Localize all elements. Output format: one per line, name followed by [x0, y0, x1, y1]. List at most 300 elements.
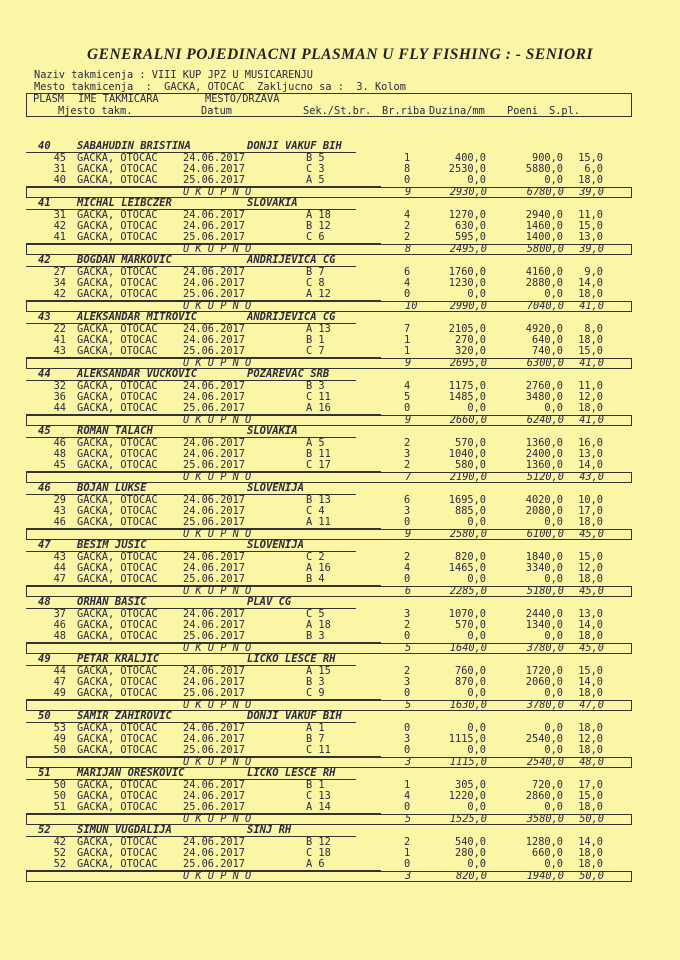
row-placement: 41 — [53, 334, 66, 346]
row-place: GACKA, OTOCAC — [77, 608, 158, 620]
row-spl: 13,0 — [578, 448, 603, 460]
row-length: 0,0 — [467, 858, 486, 870]
row-points: 660,0 — [532, 847, 563, 859]
row-spl: 14,0 — [578, 277, 603, 289]
row-sector: B 11 — [306, 448, 331, 460]
competitor-section — [26, 653, 632, 711]
competitor-section — [26, 767, 632, 825]
row-spl: 17,0 — [578, 505, 603, 517]
row-date: 24.06.2017 — [183, 608, 245, 620]
row-date: 24.06.2017 — [183, 334, 245, 346]
row-length: 0,0 — [467, 402, 486, 414]
row-sector: A 5 — [306, 437, 325, 449]
row-length: 0,0 — [467, 722, 486, 734]
competitor-country: ANDRIJEVICA CG — [247, 254, 336, 266]
row-fish: 1 — [404, 345, 411, 357]
row-date: 25.06.2017 — [183, 459, 245, 471]
competitor-rank: 46 — [38, 482, 51, 494]
row-points: 2860,0 — [525, 790, 563, 802]
row-spl: 14,0 — [578, 459, 603, 471]
row-date: 25.06.2017 — [183, 744, 245, 756]
row-length: 0,0 — [467, 516, 486, 528]
header-country: MESTO/DRZAVA — [205, 93, 280, 105]
row-placement: 40 — [53, 174, 66, 186]
row-length: 595,0 — [455, 231, 486, 243]
row-length: 305,0 — [455, 779, 486, 791]
row-place: GACKA, OTOCAC — [77, 562, 158, 574]
total-points: 5800,0 — [526, 243, 564, 255]
row-length: 580,0 — [455, 459, 486, 471]
competitor-country: SLOVAKIA — [247, 197, 298, 209]
row-date: 24.06.2017 — [183, 323, 245, 335]
row-spl: 18,0 — [578, 630, 603, 642]
row-points: 0,0 — [544, 573, 563, 585]
row-date: 25.06.2017 — [183, 630, 245, 642]
row-spl: 15,0 — [578, 665, 603, 677]
row-place: GACKA, OTOCAC — [77, 345, 158, 357]
row-sector: C 8 — [306, 277, 325, 289]
result-row — [26, 859, 632, 870]
row-spl: 9,0 — [584, 266, 603, 278]
row-place: GACKA, OTOCAC — [77, 505, 158, 517]
row-points: 4920,0 — [525, 323, 563, 335]
row-date: 24.06.2017 — [183, 847, 245, 859]
row-spl: 15,0 — [578, 345, 603, 357]
total-points: 5120,0 — [526, 471, 564, 483]
row-sector: B 7 — [306, 266, 325, 278]
row-length: 630,0 — [455, 220, 486, 232]
row-sector: A 14 — [306, 801, 331, 813]
row-length: 570,0 — [455, 619, 486, 631]
row-place: GACKA, OTOCAC — [77, 687, 158, 699]
row-sector: A 11 — [306, 516, 331, 528]
row-length: 2105,0 — [448, 323, 486, 335]
competitor-name: ALEKSANDAR VUCKOVIC — [77, 368, 198, 380]
row-sector: B 3 — [306, 630, 325, 642]
row-placement: 50 — [53, 790, 66, 802]
competitor-country: DONJI VAKUF BIH — [247, 140, 342, 152]
row-fish: 3 — [404, 505, 411, 517]
row-placement: 49 — [53, 733, 66, 745]
row-placement: 49 — [53, 687, 66, 699]
header-plasm: PLASM — [33, 93, 64, 105]
total-fish: 9 — [405, 528, 412, 540]
total-label: U K U P N O — [183, 243, 252, 255]
row-points: 740,0 — [532, 345, 563, 357]
row-fish: 1 — [404, 334, 411, 346]
row-sector: B 4 — [306, 573, 325, 585]
row-fish: 0 — [404, 573, 411, 585]
row-fish: 2 — [404, 231, 411, 243]
header-points: Poeni — [507, 105, 538, 117]
competitor-rank: 47 — [38, 539, 51, 551]
row-fish: 2 — [404, 459, 411, 471]
row-length: 1270,0 — [448, 209, 486, 221]
row-placement: 42 — [53, 220, 66, 232]
total-spl: 45,0 — [579, 528, 604, 540]
row-points: 720,0 — [532, 779, 563, 791]
row-spl: 11,0 — [578, 380, 603, 392]
row-sector: C 6 — [306, 231, 325, 243]
row-points: 2060,0 — [525, 676, 563, 688]
competitor-country: DONJI VAKUF BIH — [247, 710, 342, 722]
total-points: 6780,0 — [526, 186, 564, 198]
total-points: 6240,0 — [526, 414, 564, 426]
row-spl: 18,0 — [578, 402, 603, 414]
row-length: 820,0 — [455, 551, 486, 563]
row-length: 570,0 — [455, 437, 486, 449]
row-date: 25.06.2017 — [183, 402, 245, 414]
row-spl: 18,0 — [578, 687, 603, 699]
row-place: GACKA, OTOCAC — [77, 551, 158, 563]
total-points: 3780,0 — [526, 642, 564, 654]
competitor-country: PLAV CG — [247, 596, 292, 608]
row-place: GACKA, OTOCAC — [77, 266, 158, 278]
row-sector: A 6 — [306, 858, 325, 870]
row-place: GACKA, OTOCAC — [77, 836, 158, 848]
row-points: 3340,0 — [525, 562, 563, 574]
total-length: 1115,0 — [449, 756, 487, 768]
row-fish: 2 — [404, 220, 411, 232]
row-points: 1360,0 — [525, 459, 563, 471]
row-sector: B 3 — [306, 380, 325, 392]
row-fish: 1 — [404, 152, 411, 164]
row-placement: 47 — [53, 573, 66, 585]
row-date: 24.06.2017 — [183, 733, 245, 745]
row-date: 25.06.2017 — [183, 231, 245, 243]
competitor-country: SLOVENIJA — [247, 539, 304, 551]
row-sector: C 2 — [306, 551, 325, 563]
row-placement: 52 — [53, 847, 66, 859]
row-place: GACKA, OTOCAC — [77, 323, 158, 335]
row-sector: B 5 — [306, 152, 325, 164]
row-sector: B 12 — [306, 220, 331, 232]
row-placement: 43 — [53, 551, 66, 563]
total-spl: 39,0 — [579, 243, 604, 255]
header-date: Datum — [201, 105, 232, 117]
row-sector: C 13 — [306, 790, 331, 802]
row-sector: C 7 — [306, 345, 325, 357]
row-place: GACKA, OTOCAC — [77, 733, 158, 745]
row-date: 24.06.2017 — [183, 152, 245, 164]
row-length: 0,0 — [467, 288, 486, 300]
row-date: 25.06.2017 — [183, 573, 245, 585]
row-points: 4160,0 — [525, 266, 563, 278]
row-points: 0,0 — [544, 687, 563, 699]
competitor-country: SINJ RH — [247, 824, 292, 836]
row-spl: 18,0 — [578, 847, 603, 859]
row-placement: 42 — [53, 288, 66, 300]
result-row — [26, 631, 632, 642]
row-place: GACKA, OTOCAC — [77, 231, 158, 243]
row-sector: C 9 — [306, 687, 325, 699]
row-place: GACKA, OTOCAC — [77, 437, 158, 449]
row-placement: 52 — [53, 858, 66, 870]
total-label: U K U P N O — [183, 756, 252, 768]
row-spl: 18,0 — [578, 801, 603, 813]
row-spl: 15,0 — [578, 152, 603, 164]
row-length: 1175,0 — [448, 380, 486, 392]
total-spl: 41,0 — [579, 414, 604, 426]
row-placement: 41 — [53, 231, 66, 243]
competitor-section — [26, 596, 632, 654]
row-spl: 18,0 — [578, 288, 603, 300]
row-fish: 3 — [404, 676, 411, 688]
row-fish: 0 — [404, 687, 411, 699]
row-spl: 16,0 — [578, 437, 603, 449]
row-placement: 37 — [53, 608, 66, 620]
result-row — [26, 460, 632, 471]
total-length: 2990,0 — [449, 300, 487, 312]
row-placement: 43 — [53, 505, 66, 517]
competitor-rank: 41 — [38, 197, 51, 209]
header-place: Mjesto takm. — [58, 105, 133, 117]
row-fish: 0 — [404, 174, 411, 186]
row-points: 2400,0 — [525, 448, 563, 460]
row-placement: 43 — [53, 345, 66, 357]
competitor-section — [26, 254, 632, 312]
row-fish: 2 — [404, 551, 411, 563]
row-fish: 0 — [404, 744, 411, 756]
row-sector: A 13 — [306, 323, 331, 335]
row-fish: 0 — [404, 630, 411, 642]
row-spl: 15,0 — [578, 790, 603, 802]
row-points: 0,0 — [544, 288, 563, 300]
row-fish: 6 — [404, 494, 411, 506]
document-title: GENERALNI POJEDINACNI PLASMAN U FLY FISHING : - SENIORI — [86, 46, 594, 63]
row-length: 1070,0 — [448, 608, 486, 620]
total-length: 820,0 — [456, 870, 487, 882]
row-points: 0,0 — [544, 402, 563, 414]
competitor-country: ANDRIJEVICA CG — [247, 311, 336, 323]
total-row — [26, 871, 632, 882]
row-date: 24.06.2017 — [183, 665, 245, 677]
row-date: 24.06.2017 — [183, 494, 245, 506]
row-date: 24.06.2017 — [183, 779, 245, 791]
total-spl: 41,0 — [579, 357, 604, 369]
total-label: U K U P N O — [183, 414, 252, 426]
row-place: GACKA, OTOCAC — [77, 630, 158, 642]
row-sector: C 3 — [306, 163, 325, 175]
total-label: U K U P N O — [183, 186, 252, 198]
row-sector: B 1 — [306, 779, 325, 791]
row-date: 24.06.2017 — [183, 790, 245, 802]
row-fish: 4 — [404, 209, 411, 221]
total-length: 2285,0 — [449, 585, 487, 597]
total-label: U K U P N O — [183, 813, 252, 825]
total-label: U K U P N O — [183, 870, 252, 882]
row-spl: 10,0 — [578, 494, 603, 506]
row-date: 25.06.2017 — [183, 801, 245, 813]
total-spl: 50,0 — [579, 870, 604, 882]
total-length: 2190,0 — [449, 471, 487, 483]
competitor-rank: 50 — [38, 710, 51, 722]
row-sector: A 16 — [306, 562, 331, 574]
row-fish: 0 — [404, 288, 411, 300]
competitor-country: LICKO LESCE RH — [247, 653, 336, 665]
row-length: 540,0 — [455, 836, 486, 848]
total-fish: 3 — [405, 870, 412, 882]
row-spl: 12,0 — [578, 733, 603, 745]
row-length: 1115,0 — [448, 733, 486, 745]
total-spl: 39,0 — [579, 186, 604, 198]
total-points: 1940,0 — [526, 870, 564, 882]
competitor-section — [26, 710, 632, 768]
row-sector: C 18 — [306, 847, 331, 859]
row-date: 24.06.2017 — [183, 676, 245, 688]
row-points: 1400,0 — [525, 231, 563, 243]
row-sector: A 18 — [306, 209, 331, 221]
result-row — [26, 574, 632, 585]
row-date: 24.06.2017 — [183, 163, 245, 175]
row-fish: 3 — [404, 733, 411, 745]
total-fish: 9 — [405, 186, 412, 198]
result-row — [26, 802, 632, 813]
row-length: 0,0 — [467, 630, 486, 642]
row-date: 25.06.2017 — [183, 858, 245, 870]
row-placement: 53 — [53, 722, 66, 734]
row-place: GACKA, OTOCAC — [77, 220, 158, 232]
row-length: 885,0 — [455, 505, 486, 517]
row-spl: 17,0 — [578, 779, 603, 791]
total-fish: 8 — [405, 243, 412, 255]
competitor-rank: 49 — [38, 653, 51, 665]
competitor-name: SAMIR ZAHIROVIC — [77, 710, 172, 722]
row-placement: 50 — [53, 744, 66, 756]
competitor-country: SLOVAKIA — [247, 425, 298, 437]
competition-place: Mesto takmicenja : GACKA, OTOCAC Zakljucno sa : 3. Kolom — [34, 81, 406, 93]
row-date: 24.06.2017 — [183, 722, 245, 734]
row-placement: 44 — [53, 562, 66, 574]
row-placement: 45 — [53, 152, 66, 164]
result-row — [26, 517, 632, 528]
row-points: 900,0 — [532, 152, 563, 164]
row-spl: 15,0 — [578, 220, 603, 232]
total-points: 3780,0 — [526, 699, 564, 711]
row-sector: C 11 — [306, 744, 331, 756]
row-placement: 31 — [53, 209, 66, 221]
total-length: 2660,0 — [449, 414, 487, 426]
row-points: 1340,0 — [525, 619, 563, 631]
row-fish: 4 — [404, 790, 411, 802]
row-place: GACKA, OTOCAC — [77, 209, 158, 221]
competitor-rank: 45 — [38, 425, 51, 437]
result-row — [26, 346, 632, 357]
total-spl: 45,0 — [579, 642, 604, 654]
total-length: 1525,0 — [449, 813, 487, 825]
row-sector: B 1 — [306, 334, 325, 346]
competitor-rank: 44 — [38, 368, 51, 380]
row-sector: A 18 — [306, 619, 331, 631]
competitor-section — [26, 824, 632, 882]
competitor-rank: 40 — [38, 140, 51, 152]
row-points: 0,0 — [544, 722, 563, 734]
row-place: GACKA, OTOCAC — [77, 459, 158, 471]
row-points: 1460,0 — [525, 220, 563, 232]
row-date: 24.06.2017 — [183, 391, 245, 403]
competitor-rank: 43 — [38, 311, 51, 323]
row-length: 0,0 — [467, 801, 486, 813]
row-place: GACKA, OTOCAC — [77, 494, 158, 506]
row-spl: 14,0 — [578, 619, 603, 631]
total-spl: 41,0 — [579, 300, 604, 312]
row-placement: 22 — [53, 323, 66, 335]
row-points: 640,0 — [532, 334, 563, 346]
total-label: U K U P N O — [183, 300, 252, 312]
result-row — [26, 688, 632, 699]
competitor-name: ALEKSANDAR MITROVIC — [77, 311, 198, 323]
competitor-name: BOGDAN MARKOVIC — [77, 254, 172, 266]
row-date: 24.06.2017 — [183, 562, 245, 574]
competitor-section — [26, 311, 632, 369]
row-spl: 8,0 — [584, 323, 603, 335]
row-length: 280,0 — [455, 847, 486, 859]
competitor-name: BOJAN LUKSE — [77, 482, 147, 494]
total-fish: 10 — [405, 300, 418, 312]
row-points: 1360,0 — [525, 437, 563, 449]
row-placement: 44 — [53, 665, 66, 677]
total-length: 1640,0 — [449, 642, 487, 654]
total-points: 6300,0 — [526, 357, 564, 369]
row-points: 1720,0 — [525, 665, 563, 677]
row-points: 0,0 — [544, 174, 563, 186]
row-spl: 14,0 — [578, 676, 603, 688]
total-points: 7040,0 — [526, 300, 564, 312]
total-label: U K U P N O — [183, 642, 252, 654]
row-fish: 2 — [404, 836, 411, 848]
competitor-rank: 51 — [38, 767, 51, 779]
row-length: 1760,0 — [448, 266, 486, 278]
row-spl: 18,0 — [578, 744, 603, 756]
row-place: GACKA, OTOCAC — [77, 744, 158, 756]
row-date: 24.06.2017 — [183, 220, 245, 232]
row-spl: 18,0 — [578, 573, 603, 585]
row-fish: 0 — [404, 402, 411, 414]
competitor-name: ROMAN TALACH — [77, 425, 153, 437]
row-fish: 4 — [404, 380, 411, 392]
total-spl: 50,0 — [579, 813, 604, 825]
row-place: GACKA, OTOCAC — [77, 380, 158, 392]
result-row — [26, 232, 632, 243]
row-points: 2540,0 — [525, 733, 563, 745]
row-points: 4020,0 — [525, 494, 563, 506]
row-spl: 13,0 — [578, 608, 603, 620]
row-sector: C 4 — [306, 505, 325, 517]
competitor-country: LICKO LESCE RH — [247, 767, 336, 779]
row-points: 2940,0 — [525, 209, 563, 221]
row-fish: 1 — [404, 779, 411, 791]
row-place: GACKA, OTOCAC — [77, 676, 158, 688]
competitor-name: SIMUN VUGDALIJA — [77, 824, 172, 836]
row-points: 2080,0 — [525, 505, 563, 517]
row-placement: 31 — [53, 163, 66, 175]
row-length: 270,0 — [455, 334, 486, 346]
row-fish: 5 — [404, 391, 411, 403]
total-spl: 43,0 — [579, 471, 604, 483]
row-fish: 2 — [404, 665, 411, 677]
row-points: 0,0 — [544, 801, 563, 813]
row-sector: C 5 — [306, 608, 325, 620]
row-length: 1040,0 — [448, 448, 486, 460]
row-spl: 12,0 — [578, 562, 603, 574]
competition-name: Naziv takmicenja : VIII KUP JPZ U MUSICARENJU — [34, 69, 313, 81]
row-place: GACKA, OTOCAC — [77, 665, 158, 677]
row-fish: 1 — [404, 847, 411, 859]
competitor-section — [26, 482, 632, 540]
row-fish: 2 — [404, 437, 411, 449]
row-date: 24.06.2017 — [183, 448, 245, 460]
row-place: GACKA, OTOCAC — [77, 163, 158, 175]
